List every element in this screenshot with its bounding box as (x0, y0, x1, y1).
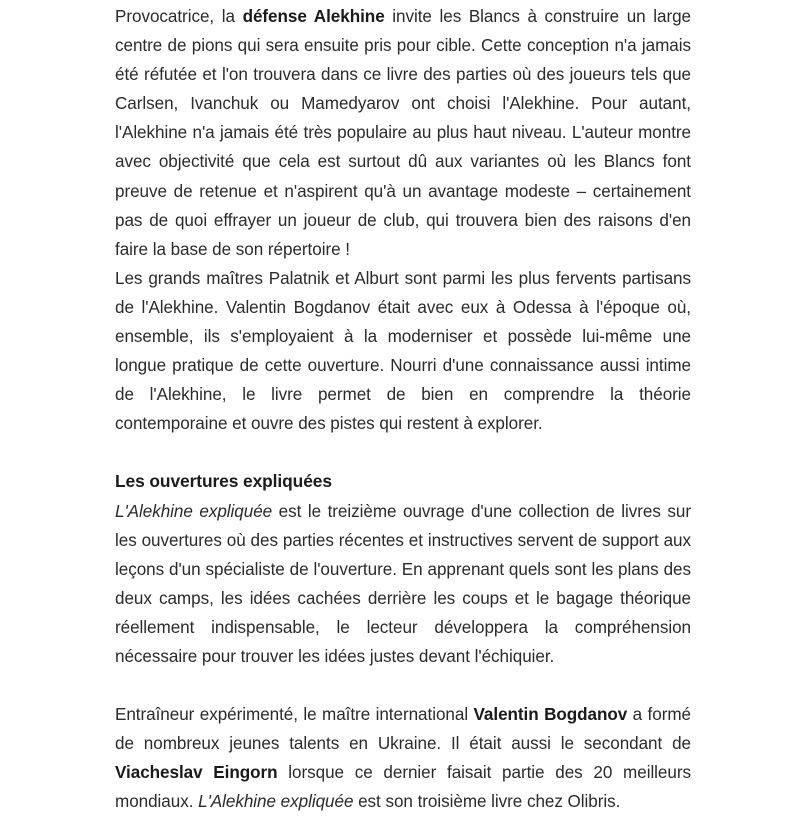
italic-title-alekhine-expliquee-1: L'Alekhine expliquée (115, 501, 273, 521)
bold-term-defense-alekhine: défense Alekhine (242, 7, 385, 26)
paragraph-1-lead-text: Provocatrice, la (115, 7, 243, 26)
paragraph-1 (115, 2, 691, 264)
bold-name-valentin-bogdanov: Valentin Bogdanov (473, 705, 628, 725)
spacer-before-final-paragraph (115, 671, 691, 700)
bold-name-viacheslav-eingorn: Viacheslav Eingorn (115, 763, 278, 783)
paragraph-4 (115, 700, 691, 816)
section-heading-les-ouvertures-expliquees: Les ouvertures expliquées (115, 471, 332, 492)
paragraph-2: Les grands maîtres Palatnik et Alburt sont parmi les plus fervents partisans de l'Alekhine. Valentin Bogdanov était avec eux à Odessa à l'époque où, ensemble, ils s'employaient à la moderniser et possède lui-même une longue pratique de cette ouverture. Nourri d'une connaissance aussi intime de l'Alekhine, le livre permet de bien en comprendre la théorie contemporaine et ouvre des pistes qui restent à explorer. (115, 268, 691, 434)
paragraph-3-body-text: est le treizième ouvrage d'une collection de livres sur les ouvertures où des parties récentes et instructives servent de support aux leçons d'un spécialiste de l'ouverture. En apprenant quels sont les plans des deux camps, les idées cachées derrière les coups et le bagage théorique réellement indispensable, le lecteur développera la compréhension nécessaire pour trouver les idées justes devant l'échiquier. (115, 501, 691, 666)
paragraph-3 (115, 497, 691, 672)
paragraph-4-mid-text-2: lorsque ce dernier faisait partie des 20 meilleurs mondiaux. (115, 763, 691, 812)
spacer-before-heading (115, 438, 691, 467)
paragraph-1-body-text: invite les Blancs à construire un large centre de pions qui sera ensuite pris pour cible. Cette conception n'a jamais été réfutée et l'on trouvera dans ce livre des parties où des joueurs tels que Carlsen, Ivanchuk ou Mamedyarov ont choisi l'Alekhine. Pour autant, l'Alekhine n'a jamais été très populaire au plus haut niveau. L'auteur montre avec objectivité que cela est surtout dû aux variantes où les Blancs font preuve de retenue et n'aspirent qu'à un avantage modeste – certainement pas de quoi effrayer un joueur de club, qui trouvera bien des raisons d'en faire la base de son répertoire ! (115, 7, 692, 259)
paragraph-4-mid-text-1: a formé de nombreux jeunes talents en Ukraine. Il était aussi le secondant de (115, 705, 692, 754)
paragraph-4-tail-text: est son troisième livre chez Olibris. (353, 792, 621, 812)
text-column (115, 2, 691, 816)
italic-title-alekhine-expliquee-2: L'Alekhine expliquée (198, 792, 354, 812)
paragraph-4-lead-text: Entraîneur expérimenté, le maître international (115, 705, 474, 725)
